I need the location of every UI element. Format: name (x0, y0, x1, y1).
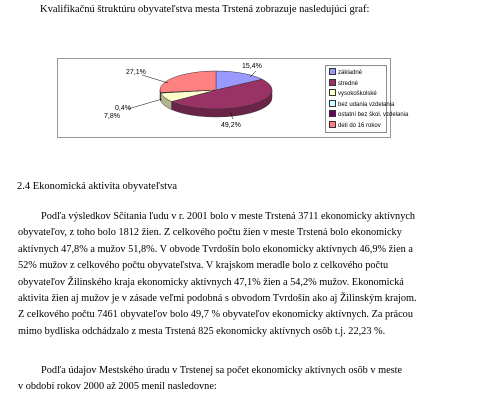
legend-item (329, 69, 362, 78)
legend-swatch (329, 89, 336, 96)
pie-value-label: 49,2% (221, 122, 241, 129)
legend-item (329, 80, 358, 89)
label-leader-line (128, 99, 162, 109)
paragraph-line: v období rokov 2000 až 2005 menil nasledovne: (18, 381, 217, 393)
pie-value-label: 15,4% (242, 63, 262, 70)
legend-swatch (329, 79, 336, 86)
chart-legend (325, 65, 409, 133)
legend-label: základné (338, 70, 363, 76)
legend-label: bez udania vzdelania (338, 101, 395, 108)
legend-swatch (329, 121, 336, 128)
paragraph-economic-activity (18, 209, 478, 340)
paragraph-line: Z celkového počtu 7461 obyvateľov bolo 49,7 % obyvateľov ekonomicky aktívnych. Za prácou (18, 309, 413, 321)
legend-label: deti do 16 rokov (338, 122, 381, 129)
paragraph-line: obyvateľov, z toho bolo 1812 žien. Z celkového počtu žien v meste Trstená bolo ekonomicky (18, 227, 402, 239)
pie-slice (160, 71, 216, 92)
pie-value-label: 27,1% (126, 69, 146, 76)
label-leader-line (142, 75, 168, 83)
paragraph-line: 52% mužov z celkového počtu obyvateľstva. V krajskom meradle bolo z celkového počtu (18, 260, 389, 272)
legend-label: ostatní bez škol. vzdelania (338, 112, 409, 118)
paragraph-employment-office (18, 363, 478, 396)
education-pie-chart (57, 58, 409, 138)
legend-swatch (329, 110, 336, 117)
paragraph-line: mimo bydliska odchádzalo z mesta Trstená 825 ekonomicky aktívnych osôb t.j. 22,23 %. (18, 325, 386, 337)
intro-text: Kvalifikačnú štruktúru obyvateľstva mesta Trstená zobrazuje nasledujúci graf: (40, 4, 370, 15)
paragraph-line: aktívnych 47,8% a mužov 51,8%. V obvode Tvrdošín bolo ekonomicky aktívnych 46,9% žien a (18, 243, 413, 255)
pie-value-label: 0,4% (115, 105, 131, 112)
pie-value-label: 7,8% (104, 113, 120, 120)
legend-label: stredné (338, 80, 359, 87)
paragraph-line: aktivita žien aj mužov je v zásade veľmi podobná s obvodom Tvrdošín ako aj Žilinským krajom. (18, 293, 417, 305)
legend-label: vysokoškolské (338, 91, 377, 97)
section-heading: 2.4 Ekonomická aktivita obyvateľstva (17, 181, 177, 192)
legend-swatch (329, 68, 336, 75)
paragraph-line: Podľa výsledkov Sčítania ľudu v r. 2001 bolo v meste Trstená 3711 ekonomicky aktívnych (41, 211, 416, 222)
paragraph-line: obyvateľov Žilinského kraja ekonomicky aktívnych 47,1% žien a 54,2% mužov. Ekonomická (18, 276, 404, 288)
paragraph-line: Podľa údajov Mestského úradu v Trstenej sa počet ekonomicky aktívnych osôb v meste (41, 365, 403, 376)
legend-swatch (329, 100, 336, 107)
legend-item (329, 90, 377, 99)
legend-item (329, 111, 408, 120)
legend-item (329, 101, 394, 110)
legend-item (329, 122, 381, 131)
